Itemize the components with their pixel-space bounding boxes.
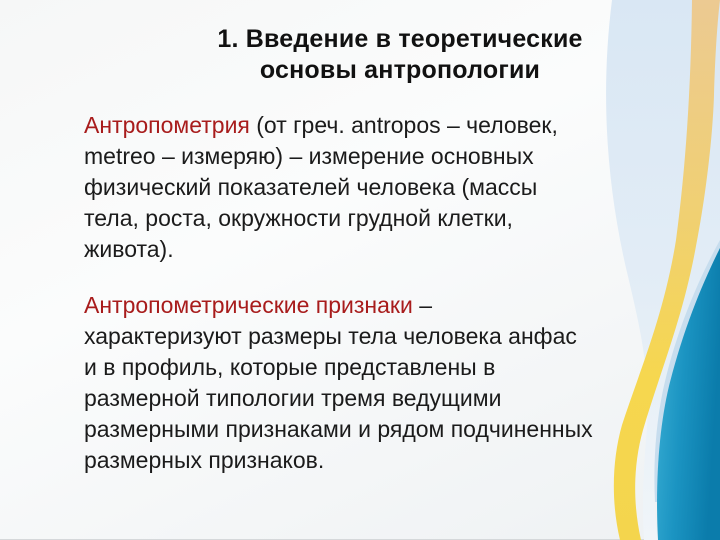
slide-title-line2: основы антропологии — [259, 56, 541, 84]
slide-title-line1: 1. Введение в теоретические — [217, 25, 583, 53]
text-line-rest: – — [412, 292, 433, 318]
text-line: размерных признаков. — [84, 447, 325, 473]
text-line — [84, 110, 714, 141]
text-line-rest: (от греч. antropos – человек, — [249, 112, 558, 138]
paragraph-anthropometric-features — [84, 290, 714, 476]
text-line — [84, 290, 714, 321]
slide-body-text — [84, 110, 714, 476]
text-line: metreo – измеряю) – измерение основных — [84, 143, 534, 169]
text-line: размерной типологии тремя ведущими — [84, 385, 502, 411]
text-line: размерными признаками и рядом подчиненных — [84, 416, 593, 442]
text-line: живота). — [84, 236, 174, 262]
text-line: и в профиль, которые представлены в — [84, 354, 496, 380]
text-line: характеризуют размеры тела человека анфас — [84, 323, 577, 349]
text-line: физический показателей человека (массы — [84, 174, 538, 200]
term-anthropometry: Антропометрия — [84, 112, 250, 138]
slide-title — [120, 24, 680, 86]
paragraph-anthropometry — [84, 110, 714, 265]
term-anthropometric-features: Антропометрические признаки — [84, 292, 413, 318]
text-line: тела, роста, окружности грудной клетки, — [84, 205, 513, 231]
